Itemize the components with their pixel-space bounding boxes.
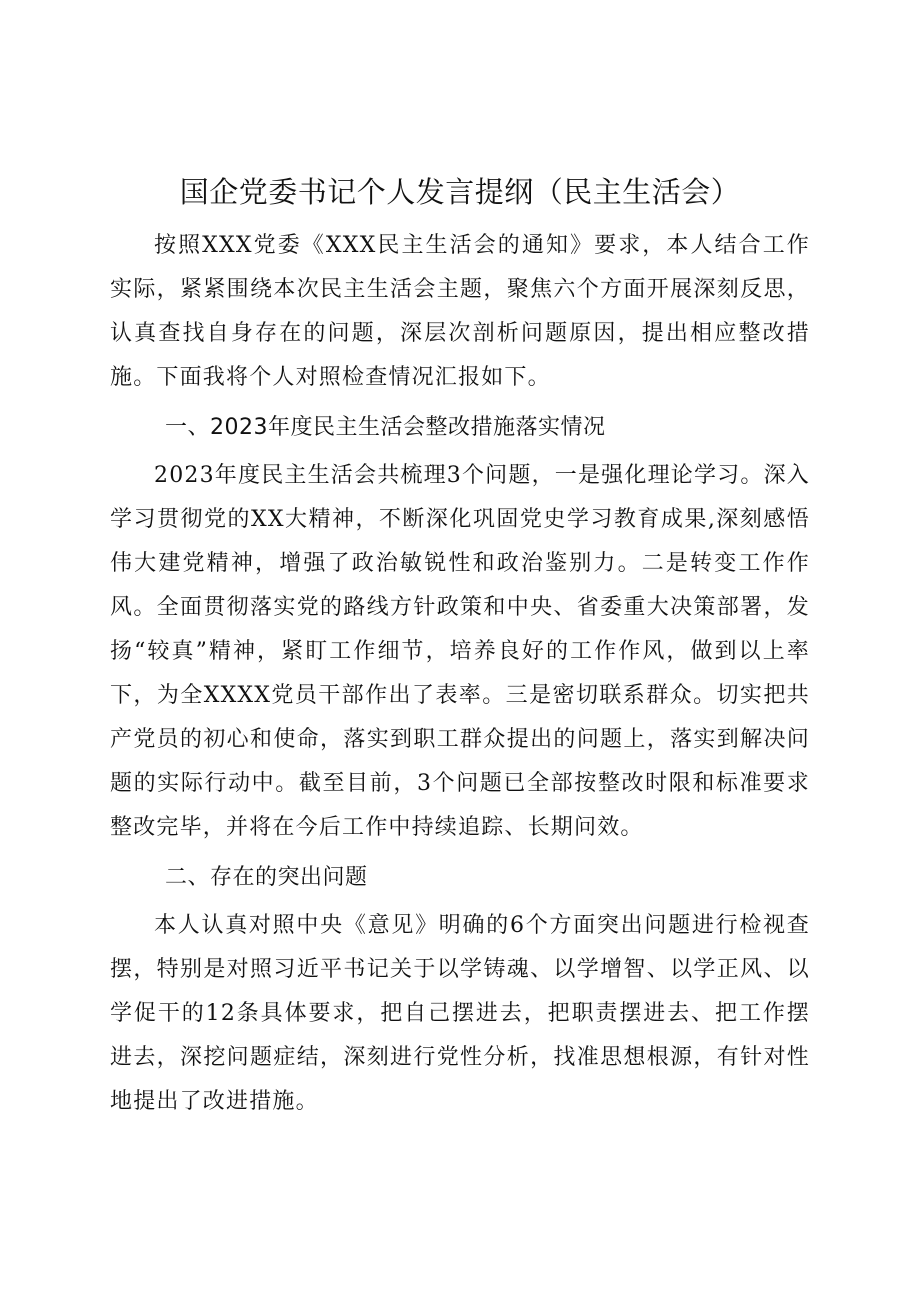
section-1-paragraph: 2023年度民主生活会共梳理3个问题，一是强化理论学习。深入学习贯彻党的XX大精神，不断深化巩固党史学习教育成果,深刻感悟伟大建党精神，增强了政治敏锐性和政治鉴别力。二是转变工作作风。全面贯彻落实党的路线方针政策和中央、省委重大决策部署，发扬“较真”精神，紧盯工作细节，培养良好的工作作风，做到以上率下，为全XXXX党员干部作出了表率。三是密切联系群众。切实把共产党员的初心和使命，落实到职工群众提出的问题上，落实到解决问题的实际行动中。截至目前，3个问题已全部按整改时限和标准要求整改完毕，并将在今后工作中持续追踪、长期问效。 xyxy=(110,463,810,840)
intro-paragraph: 按照XXX党委《XXX民主生活会的通知》要求，本人结合工作实际，紧紧围绕本次民主生活会主题，聚焦六个方面开展深刻反思，认真查找自身存在的问题，深层次剖析问题原因，提出相应整改措施。下面我将个人对照检查情况汇报如下。 xyxy=(110,233,810,390)
section-heading-2: 二、存在的突出问题 xyxy=(165,865,368,890)
document-body xyxy=(110,170,810,1124)
document-title: 国企党委书记个人发言提纲（民主生活会） xyxy=(179,175,741,209)
section-heading-1: 一、2023年度民主生活会整改措施落实情况 xyxy=(165,415,606,440)
section-2-paragraph: 本人认真对照中央《意见》明确的6个方面突出问题进行检视查摆，特别是对照习近平书记关于以学铸魂、以学增智、以学正风、以学促干的12条具体要求，把自己摆进去，把职责摆进去、把工作摆进去，深挖问题症结，深刻进行党性分析，找准思想根源，有针对性地提出了改进措施。 xyxy=(110,913,810,1114)
